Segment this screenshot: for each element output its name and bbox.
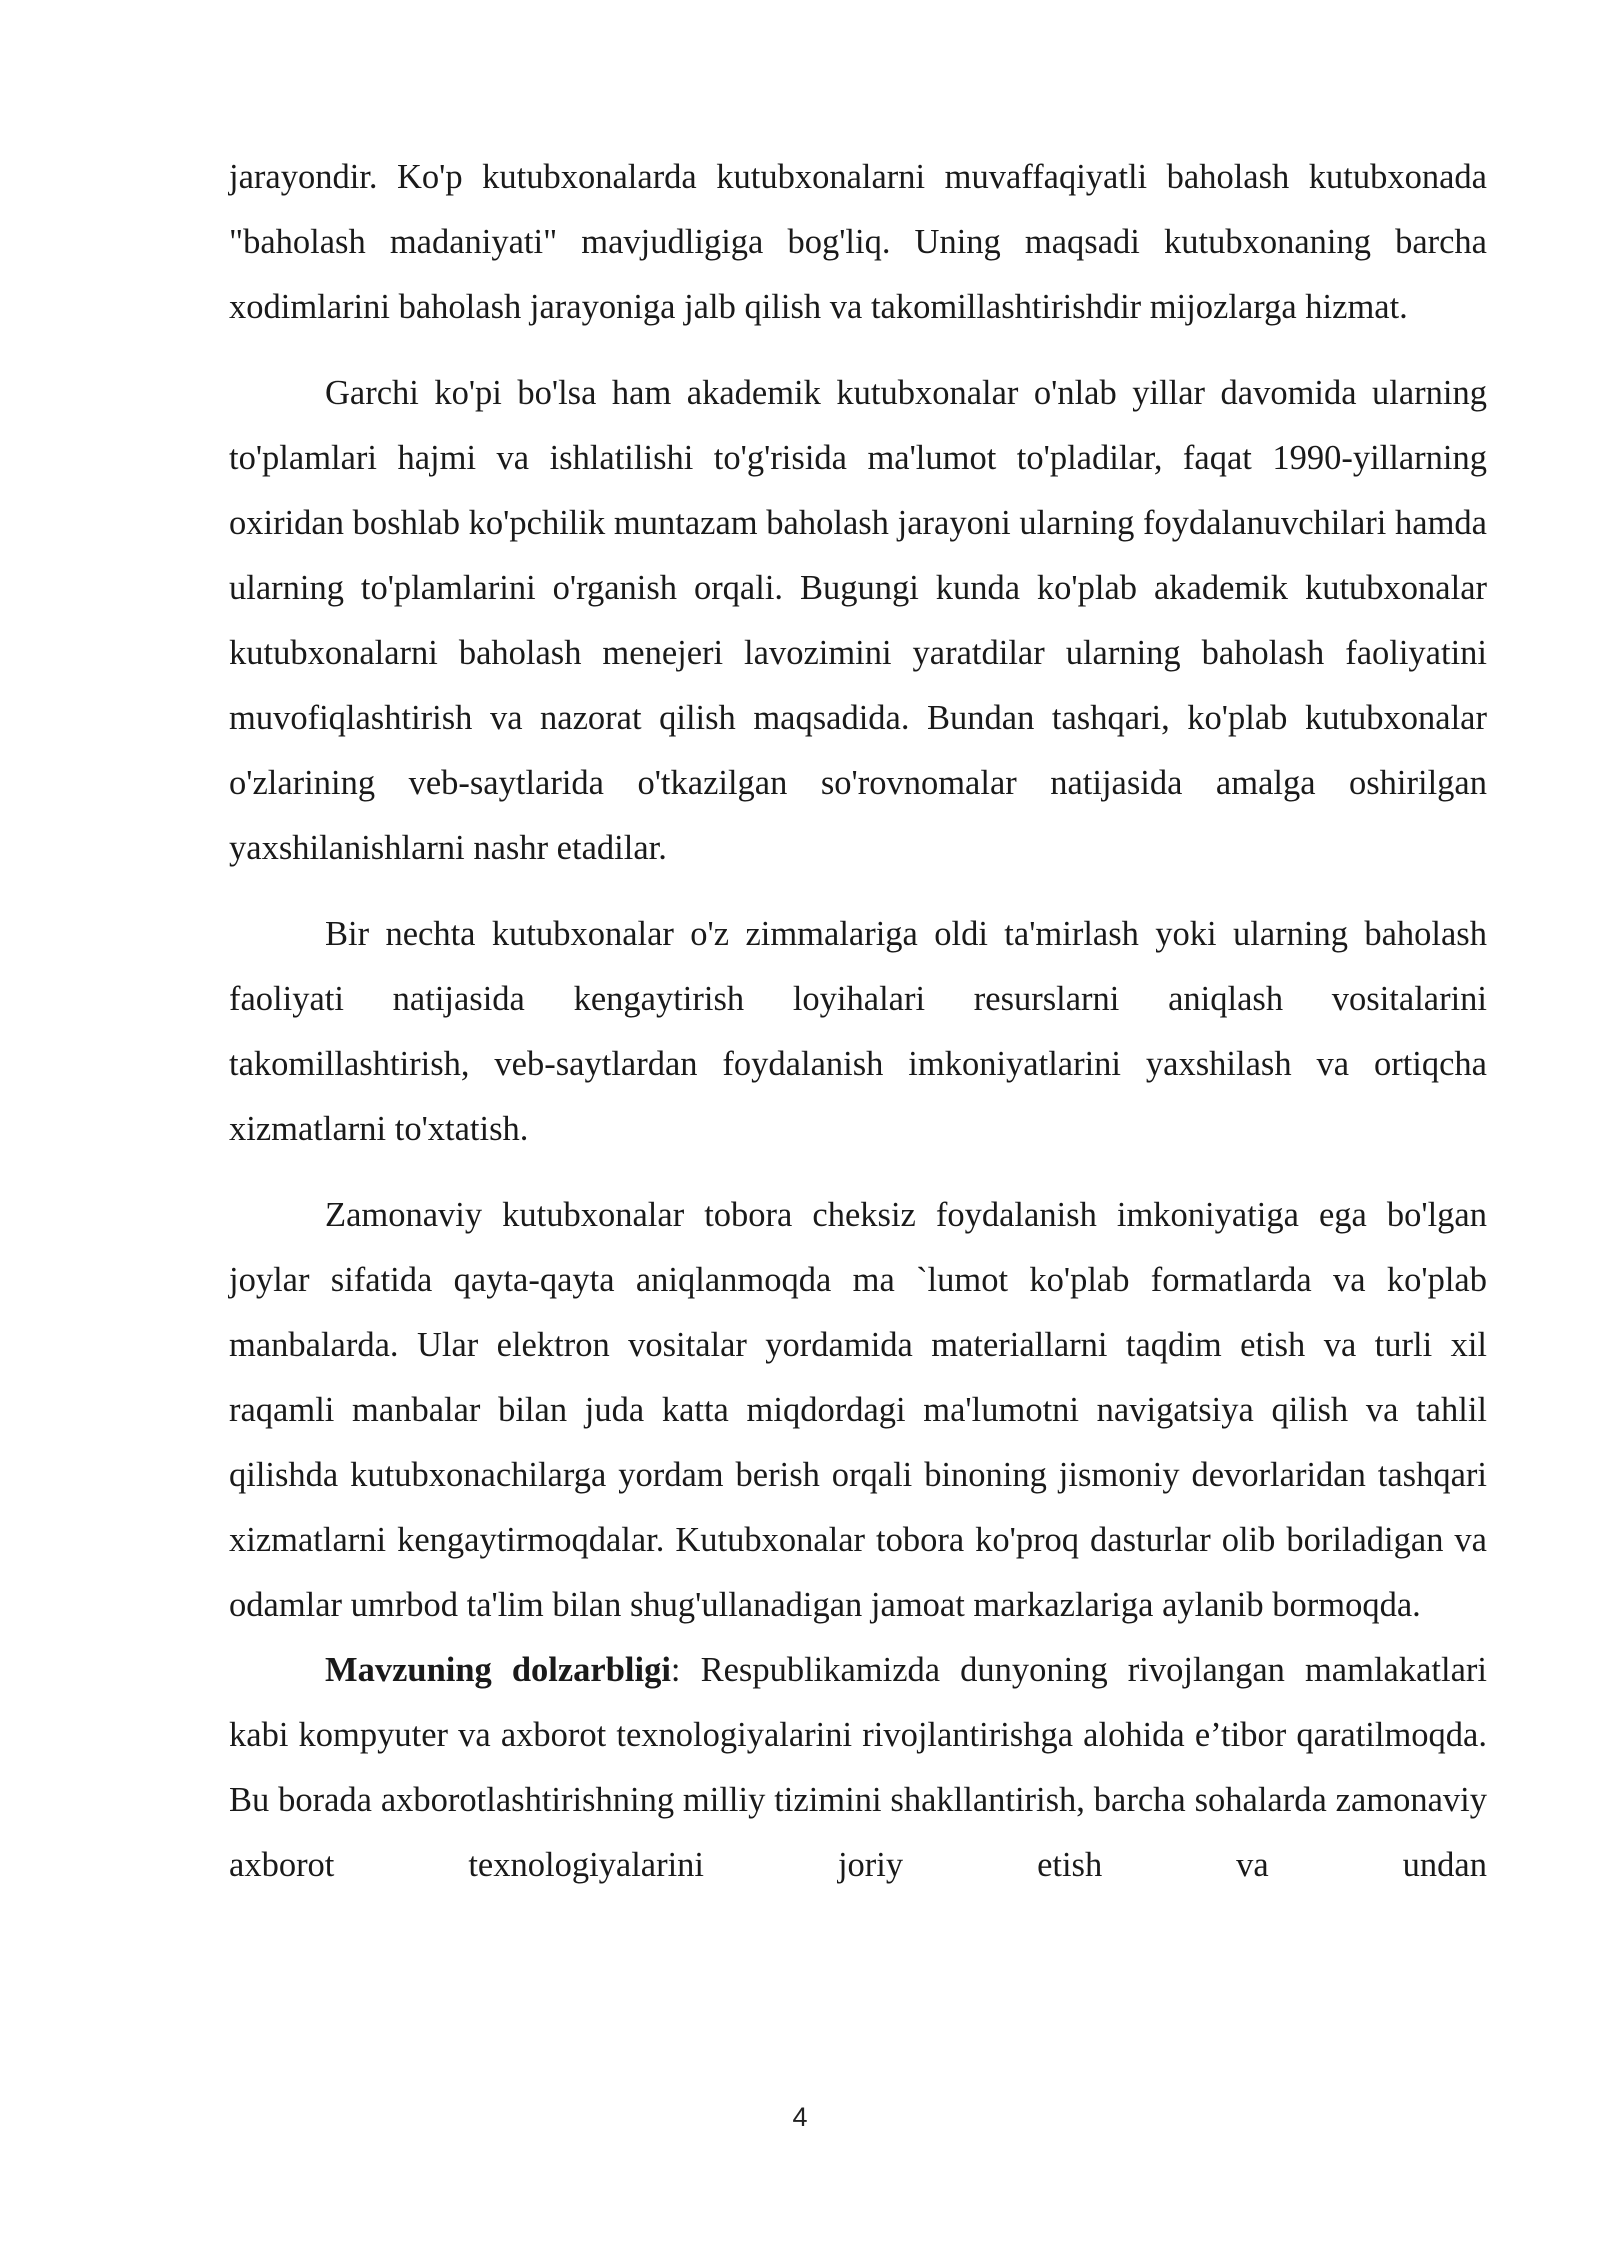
topic-relevance-text: Respublikamizda dunyoning rivojlangan mamlakatlari kabi kompyuter va axborot texnologiyalarini rivojlantirishga alohida e’tibor qaratilmoqda. Bu borada axborotlashtirishning milliy tizimini shakllantirish, barcha sohalarda zamonaviy axborot texnologiyalarini joriy etish va undan [229, 1651, 1487, 1884]
document-body [229, 145, 1487, 1898]
paragraph-continuation: jarayondir. Ko'p kutubxonalarda kutubxonalarni muvaffaqiyatli baholash kutubxonada "baholash madaniyati" mavjudligiga bog'liq. Uning maqsadi kutubxonaning barcha xodimlarini baholash jarayoniga jalb qilish va takomillashtirishdir mijozlarga hizmat. [229, 158, 1487, 326]
paragraph-library-projects: Bir nechta kutubxonalar o'z zimmalariga oldi ta'mirlash yoki ularning baholash faoliyati natijasida kengaytirish loyihalari resurslarni aniqlash vositalarini takomillashtirish, veb-saytlardan foydalanish imkoniyatlarini yaxshilash va ortiqcha xizmatlarni to'xtatish. [229, 915, 1487, 1148]
paragraph-academic-libraries: Garchi ko'pi bo'lsa ham akademik kutubxonalar o'nlab yillar davomida ularning to'plamlari hajmi va ishlatilishi to'g'risida ma'lumot to'pladilar, faqat 1990-yillarning oxiridan boshlab ko'pchilik muntazam baholash jarayoni ularning foydalanuvchilari hamda ularning to'plamlarini o'rganish orqali. Bugungi kunda ko'plab akademik kutubxonalar kutubxonalarni baholash menejeri lavozimini yaratdilar ularning baholash faoliyatini muvofiqlashtirish va nazorat qilish maqsadida. Bundan tashqari, ko'plab kutubxonalar o'zlarining veb-saytlarida o'tkazilgan so'rovnomalar natijasida amalga oshirilgan yaxshilanishlarni nashr etadilar. [229, 374, 1487, 867]
page-number: 4 [792, 2102, 808, 2132]
paragraph-topic-relevance [229, 1638, 1487, 1898]
paragraph-modern-libraries: Zamonaviy kutubxonalar tobora cheksiz foydalanish imkoniyatiga ega bo'lgan joylar sifatida qayta-qayta aniqlanmoqda ma `lumot ko'plab formatlarda va ko'plab manbalarda. Ular elektron vositalar yordamida materiallarni taqdim etish va turli xil raqamli manbalar bilan juda katta miqdordagi ma'lumotni navigatsiya qilish va tahlil qilishda kutubxonachilarga yordam berish orqali binoning jismoniy devorlaridan tashqari xizmatlarni kengaytirmoqdalar. Kutubxonalar tobora ko'proq dasturlar olib boriladigan va odamlar umrbod ta'lim bilan shug'ullanadigan jamoat markazlariga aylanib bormoqda. [229, 1196, 1487, 1624]
topic-relevance-separator: : [670, 1651, 681, 1689]
topic-relevance-heading: Mavzuning dolzarbligi [325, 1651, 671, 1689]
